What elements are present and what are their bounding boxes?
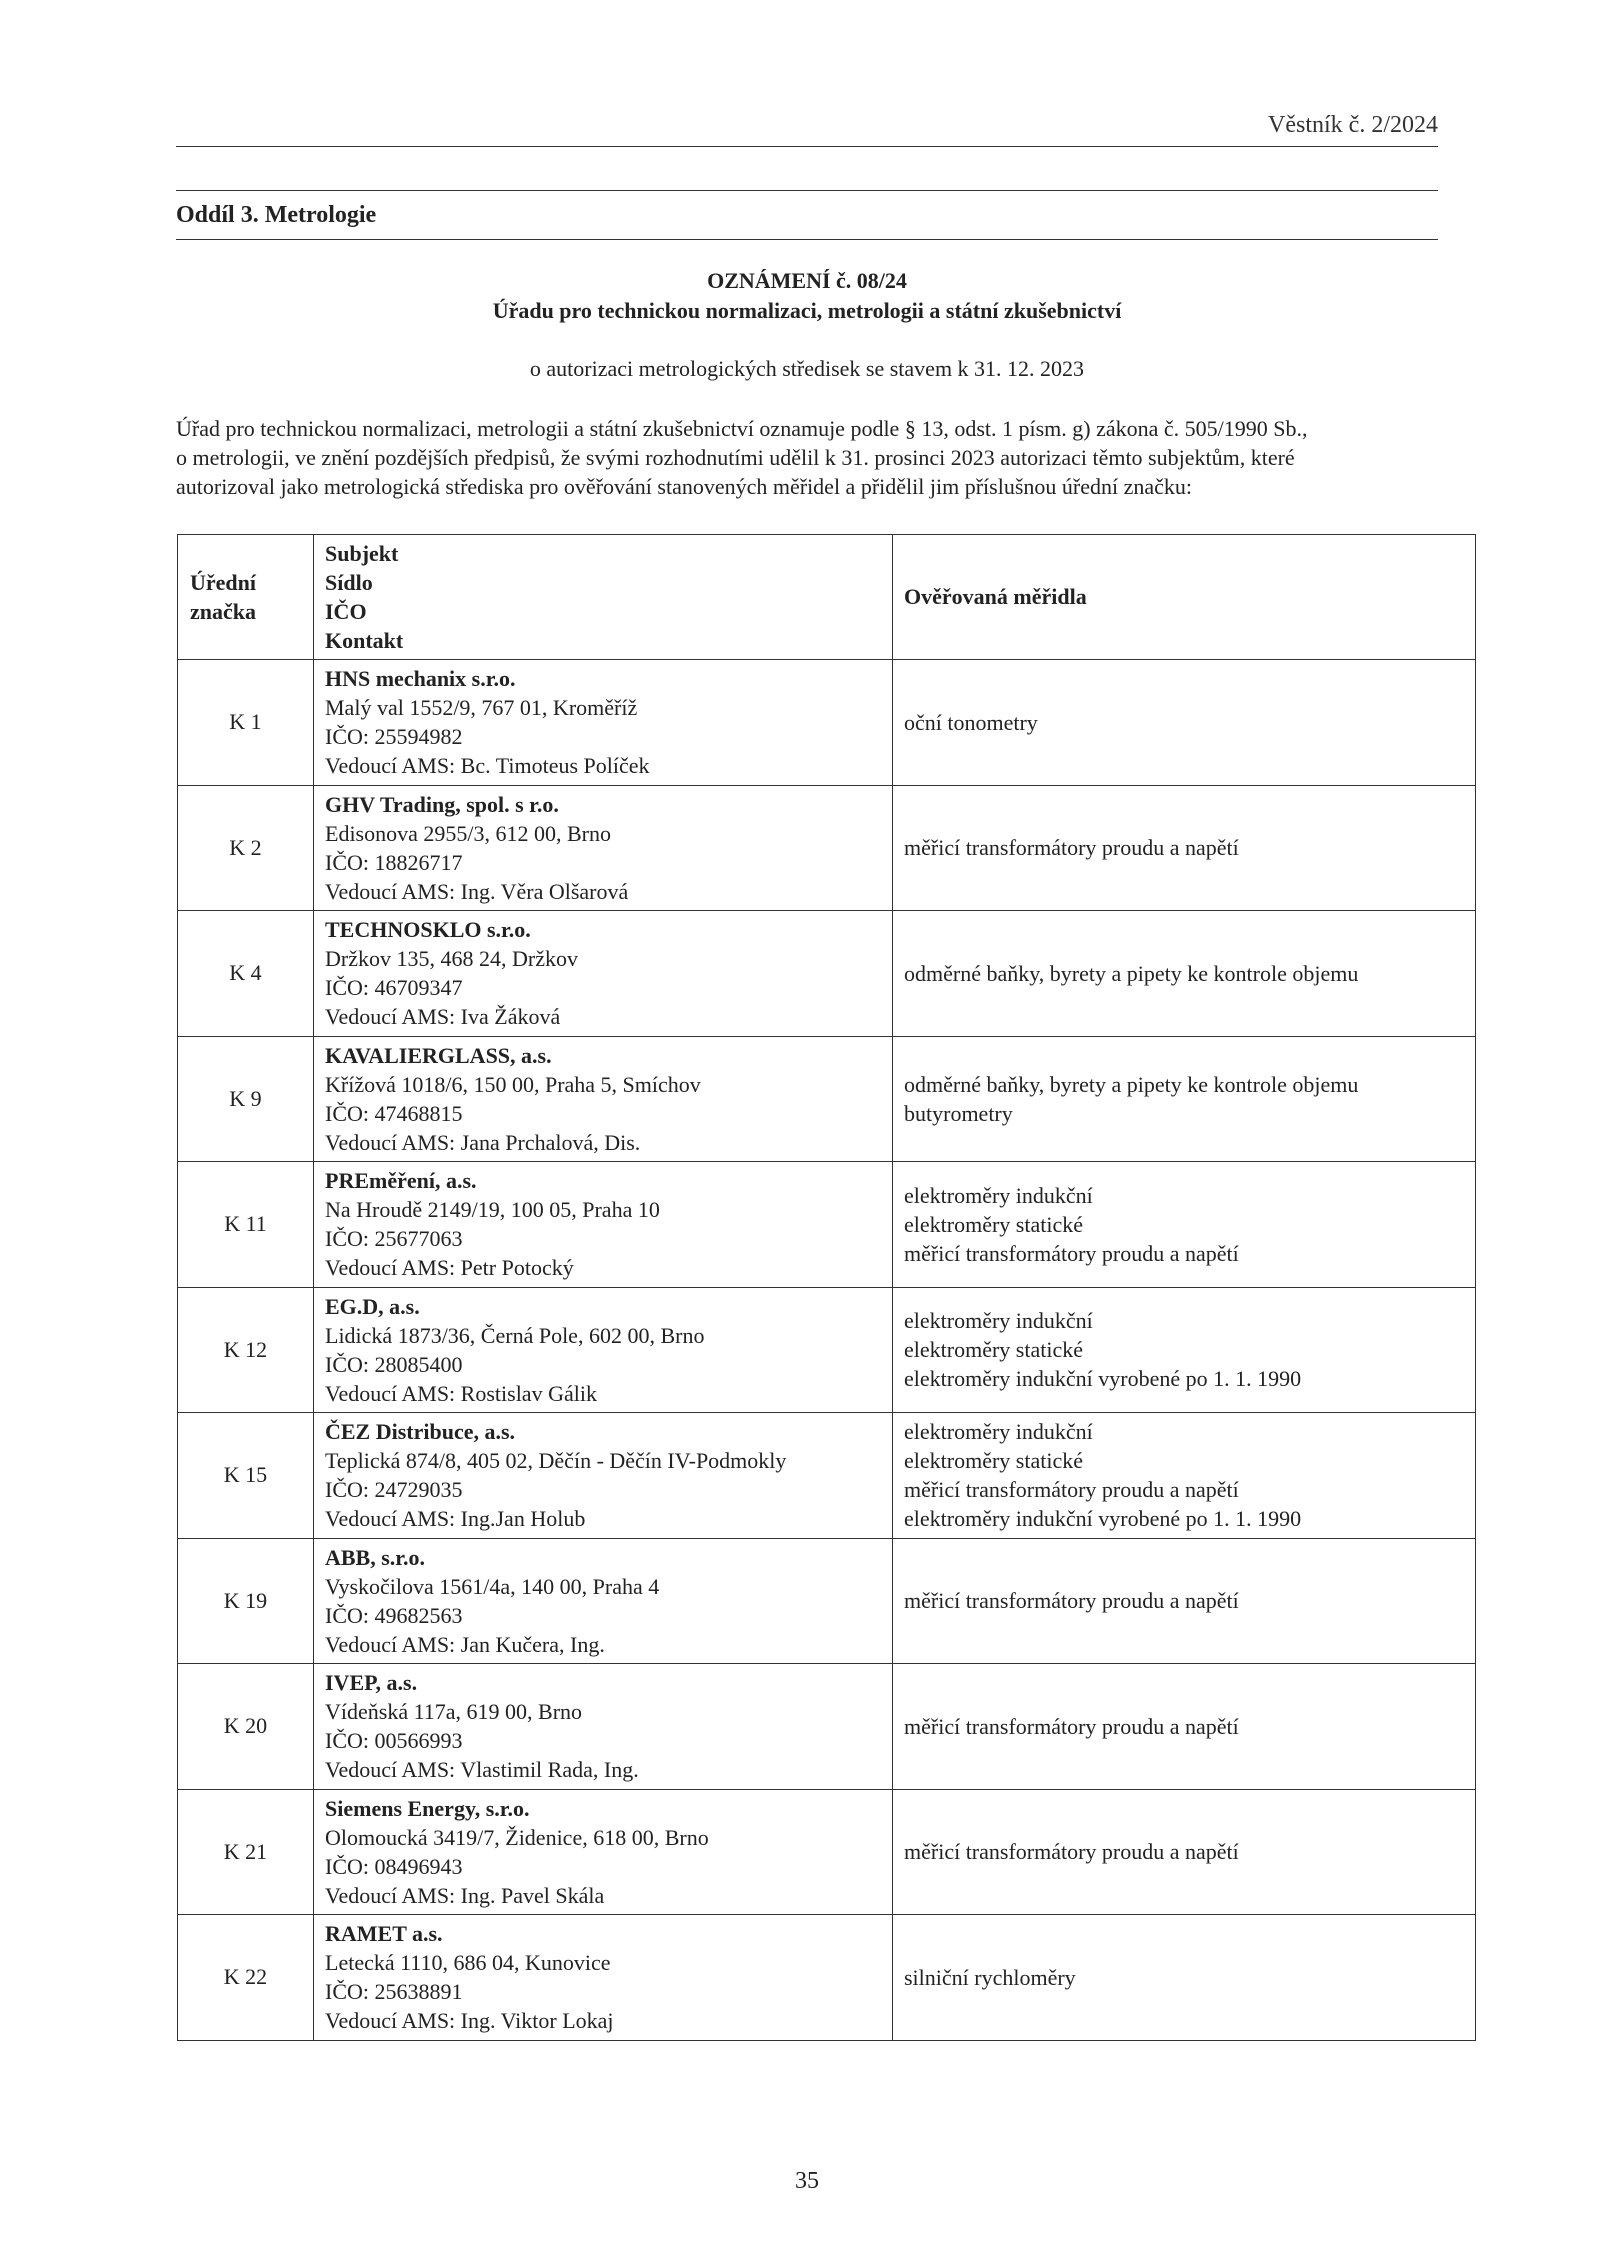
instrument-item: elektroměry statické [904, 1211, 1083, 1237]
table-header-row [178, 535, 1476, 660]
table-row [178, 1287, 1476, 1413]
subject-cell [314, 1162, 893, 1288]
subject-name: ČEZ Distribuce, a.s. [325, 1419, 516, 1445]
table-row [178, 660, 1476, 786]
section-title: Oddíl 3. Metrologie [176, 202, 377, 228]
header-subject [314, 535, 893, 660]
subject-contact: Vedoucí AMS: Petr Potocký [325, 1255, 574, 1281]
subject-name: PREměření, a.s. [325, 1168, 477, 1194]
instruments-cell [893, 1915, 1476, 2041]
instrument-item: měřicí transformátory proudu a napětí [904, 1240, 1239, 1266]
header-mark [178, 535, 314, 660]
subject-contact: Vedoucí AMS: Vlastimil Rada, Ing. [325, 1757, 639, 1783]
subject-name: RAMET a.s. [325, 1921, 443, 1947]
official-mark: K 21 [178, 1789, 314, 1915]
subject-address: Na Hroudě 2149/19, 100 05, Praha 10 [325, 1197, 660, 1223]
subject-ico: IČO: 49682563 [325, 1602, 463, 1628]
instruments-cell [893, 785, 1476, 911]
subject-name: GHV Trading, spol. s r.o. [325, 791, 559, 817]
subject-contact: Vedoucí AMS: Rostislav Gálik [325, 1380, 597, 1406]
official-mark: K 22 [178, 1915, 314, 2041]
subject-name: Siemens Energy, s.r.o. [325, 1795, 530, 1821]
subject-cell [314, 1664, 893, 1790]
subject-ico: IČO: 08496943 [325, 1853, 463, 1879]
instrument-item: elektroměry indukční vyrobené po 1. 1. 1990 [904, 1366, 1302, 1392]
subject-ico: IČO: 46709347 [325, 975, 463, 1001]
subject-contact: Vedoucí AMS: Ing. Viktor Lokaj [325, 2008, 614, 2034]
notice-subject: o autorizaci metrologických středisek se stavem k 31. 12. 2023 [529, 356, 1085, 381]
subject-contact: Vedoucí AMS: Ing. Pavel Skála [325, 1882, 605, 1908]
subject-cell [314, 1538, 893, 1664]
header-subject-line: IČO [325, 599, 367, 624]
header-mark-line: značka [190, 599, 256, 624]
subject-address: Edisonova 2955/3, 612 00, Brno [325, 820, 611, 846]
instruments-cell [893, 1413, 1476, 1539]
header-rule [176, 146, 1438, 147]
table-row [178, 1036, 1476, 1162]
subject-contact: Vedoucí AMS: Iva Žáková [325, 1004, 561, 1030]
header-subject-line: Kontakt [325, 628, 404, 653]
subject-contact: Vedoucí AMS: Bc. Timoteus Políček [325, 753, 650, 779]
instruments-cell [893, 660, 1476, 786]
instruments-cell [893, 1664, 1476, 1790]
table-row [178, 1413, 1476, 1539]
subject-ico: IČO: 18826717 [325, 849, 463, 875]
subject-contact: Vedoucí AMS: Jana Prchalová, Dis. [325, 1129, 641, 1155]
subject-cell [314, 660, 893, 786]
official-mark: K 1 [178, 660, 314, 786]
instrument-item: elektroměry statické [904, 1448, 1083, 1474]
subject-cell [314, 785, 893, 911]
instrument-item: měřicí transformátory proudu a napětí [904, 1713, 1239, 1739]
table-row [178, 1664, 1476, 1790]
subject-ico: IČO: 25677063 [325, 1226, 463, 1252]
official-mark: K 2 [178, 785, 314, 911]
instrument-item: odměrné baňky, byrety a pipety ke kontrole objemu [904, 960, 1359, 986]
section-top-rule [176, 190, 1438, 191]
subject-address: Teplická 874/8, 405 02, Děčín - Děčín IV-Podmokly [325, 1448, 787, 1474]
instrument-item: elektroměry indukční [904, 1308, 1093, 1334]
instrument-item: odměrné baňky, byrety a pipety ke kontrole objemu [904, 1071, 1359, 1097]
subject-address: Letecká 1110, 686 04, Kunovice [325, 1950, 611, 1976]
table-row [178, 1789, 1476, 1915]
subject-address: Olomoucká 3419/7, Židenice, 618 00, Brno [325, 1824, 709, 1850]
subject-address: Křížová 1018/6, 150 00, Praha 5, Smíchov [325, 1071, 701, 1097]
instrument-item: oční tonometry [904, 709, 1038, 735]
instruments-cell [893, 1036, 1476, 1162]
official-mark: K 19 [178, 1538, 314, 1664]
instruments-cell [893, 1538, 1476, 1664]
instrument-item: elektroměry indukční vyrobené po 1. 1. 1990 [904, 1506, 1302, 1532]
subject-ico: IČO: 00566993 [325, 1728, 463, 1754]
instrument-item: butyrometry [904, 1100, 1013, 1126]
official-mark: K 9 [178, 1036, 314, 1162]
instruments-cell [893, 1287, 1476, 1413]
intro-paragraph [176, 414, 1438, 501]
subject-cell [314, 1789, 893, 1915]
subject-address: Vyskočilova 1561/4a, 140 00, Praha 4 [325, 1573, 660, 1599]
subject-ico: IČO: 47468815 [325, 1100, 463, 1126]
table-row [178, 1915, 1476, 2041]
instrument-item: silniční rychloměry [904, 1964, 1076, 1990]
table-row [178, 911, 1476, 1037]
section-bottom-rule [176, 239, 1438, 240]
instrument-item: elektroměry statické [904, 1337, 1083, 1363]
subject-cell [314, 1413, 893, 1539]
subject-name: IVEP, a.s. [325, 1670, 418, 1696]
instrument-item: měřicí transformátory proudu a napětí [904, 1477, 1239, 1503]
table-row [178, 1538, 1476, 1664]
instrument-item: měřicí transformátory proudu a napětí [904, 1839, 1239, 1865]
header-instruments: Ověřovaná měřidla [893, 535, 1476, 660]
instrument-item: elektroměry indukční [904, 1182, 1093, 1208]
subject-name: ABB, s.r.o. [325, 1544, 426, 1570]
official-mark: K 12 [178, 1287, 314, 1413]
running-head: Věstník č. 2/2024 [1268, 112, 1438, 138]
subject-cell [314, 1287, 893, 1413]
table-body [178, 660, 1476, 2041]
header-subject-line: Sídlo [325, 570, 373, 595]
official-mark: K 15 [178, 1413, 314, 1539]
notice-title: OZNÁMENÍ č. 08/24 [707, 268, 907, 293]
table-row [178, 1162, 1476, 1288]
subject-address: Lidická 1873/36, Černá Pole, 602 00, Brno [325, 1322, 705, 1348]
subject-ico: IČO: 28085400 [325, 1351, 463, 1377]
notice-issuer: Úřadu pro technickou normalizaci, metrologii a státní zkušebnictví [492, 298, 1122, 323]
instrument-item: měřicí transformátory proudu a napětí [904, 835, 1239, 861]
subject-ico: IČO: 24729035 [325, 1477, 463, 1503]
intro-line: Úřad pro technickou normalizaci, metrologii a státní zkušebnictví oznamuje podle § 13, odst. 1 písm. g) zákona č. 505/1990 Sb., [176, 416, 1308, 441]
header-mark-line: Úřední [190, 570, 256, 595]
official-mark: K 11 [178, 1162, 314, 1288]
intro-line: autorizoval jako metrologická střediska pro ověřování stanovených měřidel a přidělil jim příslušnou úřední značku: [176, 474, 1192, 499]
intro-line: o metrologii, ve znění pozdějších předpisů, že svými rozhodnutími udělil k 31. prosinci 2023 autorizaci těmto subjektům, které [176, 445, 1295, 470]
subject-address: Držkov 135, 468 24, Držkov [325, 946, 578, 972]
instrument-item: měřicí transformátory proudu a napětí [904, 1588, 1239, 1614]
metrology-centers-table [177, 534, 1476, 2041]
subject-address: Vídeňská 117a, 619 00, Brno [325, 1699, 583, 1725]
official-mark: K 20 [178, 1664, 314, 1790]
header-subject-line: Subjekt [325, 541, 399, 566]
official-mark: K 4 [178, 911, 314, 1037]
instruments-cell [893, 1162, 1476, 1288]
instruments-cell [893, 911, 1476, 1037]
table-row [178, 785, 1476, 911]
subject-ico: IČO: 25594982 [325, 724, 463, 750]
subject-contact: Vedoucí AMS: Ing. Věra Olšarová [325, 878, 629, 904]
instruments-cell [893, 1789, 1476, 1915]
subject-address: Malý val 1552/9, 767 01, Kroměříž [325, 695, 638, 721]
subject-name: EG.D, a.s. [325, 1293, 420, 1319]
subject-contact: Vedoucí AMS: Ing.Jan Holub [325, 1506, 586, 1532]
subject-name: HNS mechanix s.r.o. [325, 666, 516, 692]
subject-name: TECHNOSKLO s.r.o. [325, 917, 531, 943]
subject-cell [314, 1915, 893, 2041]
subject-name: KAVALIERGLASS, a.s. [325, 1042, 552, 1068]
subject-cell [314, 911, 893, 1037]
instrument-item: elektroměry indukční [904, 1419, 1093, 1445]
page-number: 35 [795, 2168, 819, 2194]
subject-ico: IČO: 25638891 [325, 1979, 463, 2005]
subject-contact: Vedoucí AMS: Jan Kučera, Ing. [325, 1631, 605, 1657]
subject-cell [314, 1036, 893, 1162]
